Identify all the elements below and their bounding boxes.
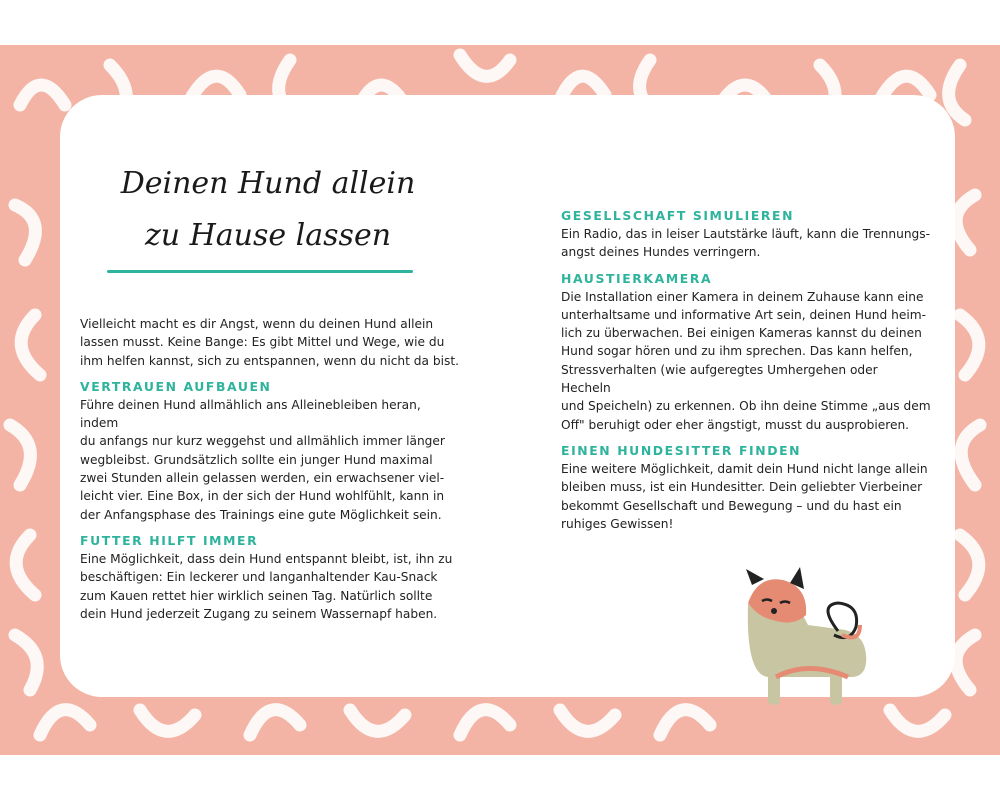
section-text-gesellschaft: Ein Radio, das in leiser Lautstärke läuft, kann die Trennungs- angst deines Hundes verringern. — [561, 227, 931, 260]
section-heading-vertrauen: VERTRAUEN AUFBAUEN — [80, 378, 272, 394]
section-text-kamera: Die Installation einer Kamera in deinem Zuhause kann eine unterhaltsame und informative Art sein, deinen Hund heim- lich zu überwachen. Bei einigen Kameras kannst du deinen Hund sogar hören und zu ihm sprechen. Das kann helfen, Stressverhalten (wie aufgeregtes Umhergehen oder Hecheln und Speicheln) zu erkennen. Ob ihn deine Stimme „aus dem Off" beruhigt oder eher ängstigt, musst du ausprobieren. — [561, 289, 931, 432]
section-text-futter: Eine Möglichkeit, dass dein Hund entspannt bleibt, ist, ihn zu beschäftigen: Ein leckerer und langanhaltender Kau-Snack zum Kauen rettet hier wirklich seinen Tag. Natürlich sollte dein Hund jederzeit Zugang zu seinem Wassernapf haben. — [80, 551, 453, 621]
section-heading-gesellschaft: GESELLSCHAFT SIMULIEREN — [561, 208, 795, 223]
title-line-1: Deinen Hund allein — [120, 166, 416, 201]
intro-paragraph: Vielleicht macht es dir Angst, wenn du deinen Hund allein lassen musst. Keine Bange: Es gibt Mittel und Wege, wie du ihm helfen kannst, sich zu entspannen, wenn du nicht da bist. — [80, 317, 460, 368]
section-text-vertrauen: Führe deinen Hund allmählich ans Alleinebleiben heran, indem du anfangs nur kurz weggehst und allmählich immer länger wegbleibst. Grundsätzlich sollte ein junger Hund maximal zwei Stunden allein gelassen werden, ein erwachsener viel- leicht vier. Eine Box, in der sich der Hund wohlfühlt, kann in der Anfangsphase des Trainings eine gute Möglichkeit sein. — [80, 397, 445, 522]
title-line-2: zu Hause lassen — [144, 218, 392, 253]
left-column — [80, 315, 460, 623]
dog-illustration — [738, 565, 878, 720]
section-heading-futter: FUTTER HILFT IMMER — [80, 532, 259, 548]
right-column — [561, 207, 931, 533]
page-title — [108, 158, 428, 262]
section-heading-hundesitter: EINEN HUNDESITTER FINDEN — [561, 442, 802, 458]
section-heading-kamera: HAUSTIERKAMERA — [561, 270, 713, 286]
title-underline — [107, 270, 413, 273]
section-text-hundesitter: Eine weitere Möglichkeit, damit dein Hund nicht lange allein bleiben muss, ist ein Hundesitter. Dein geliebter Vierbeiner bekommt Gesellschaft und Bewegung – und du hast ein ruhiges Gewissen! — [561, 461, 928, 531]
